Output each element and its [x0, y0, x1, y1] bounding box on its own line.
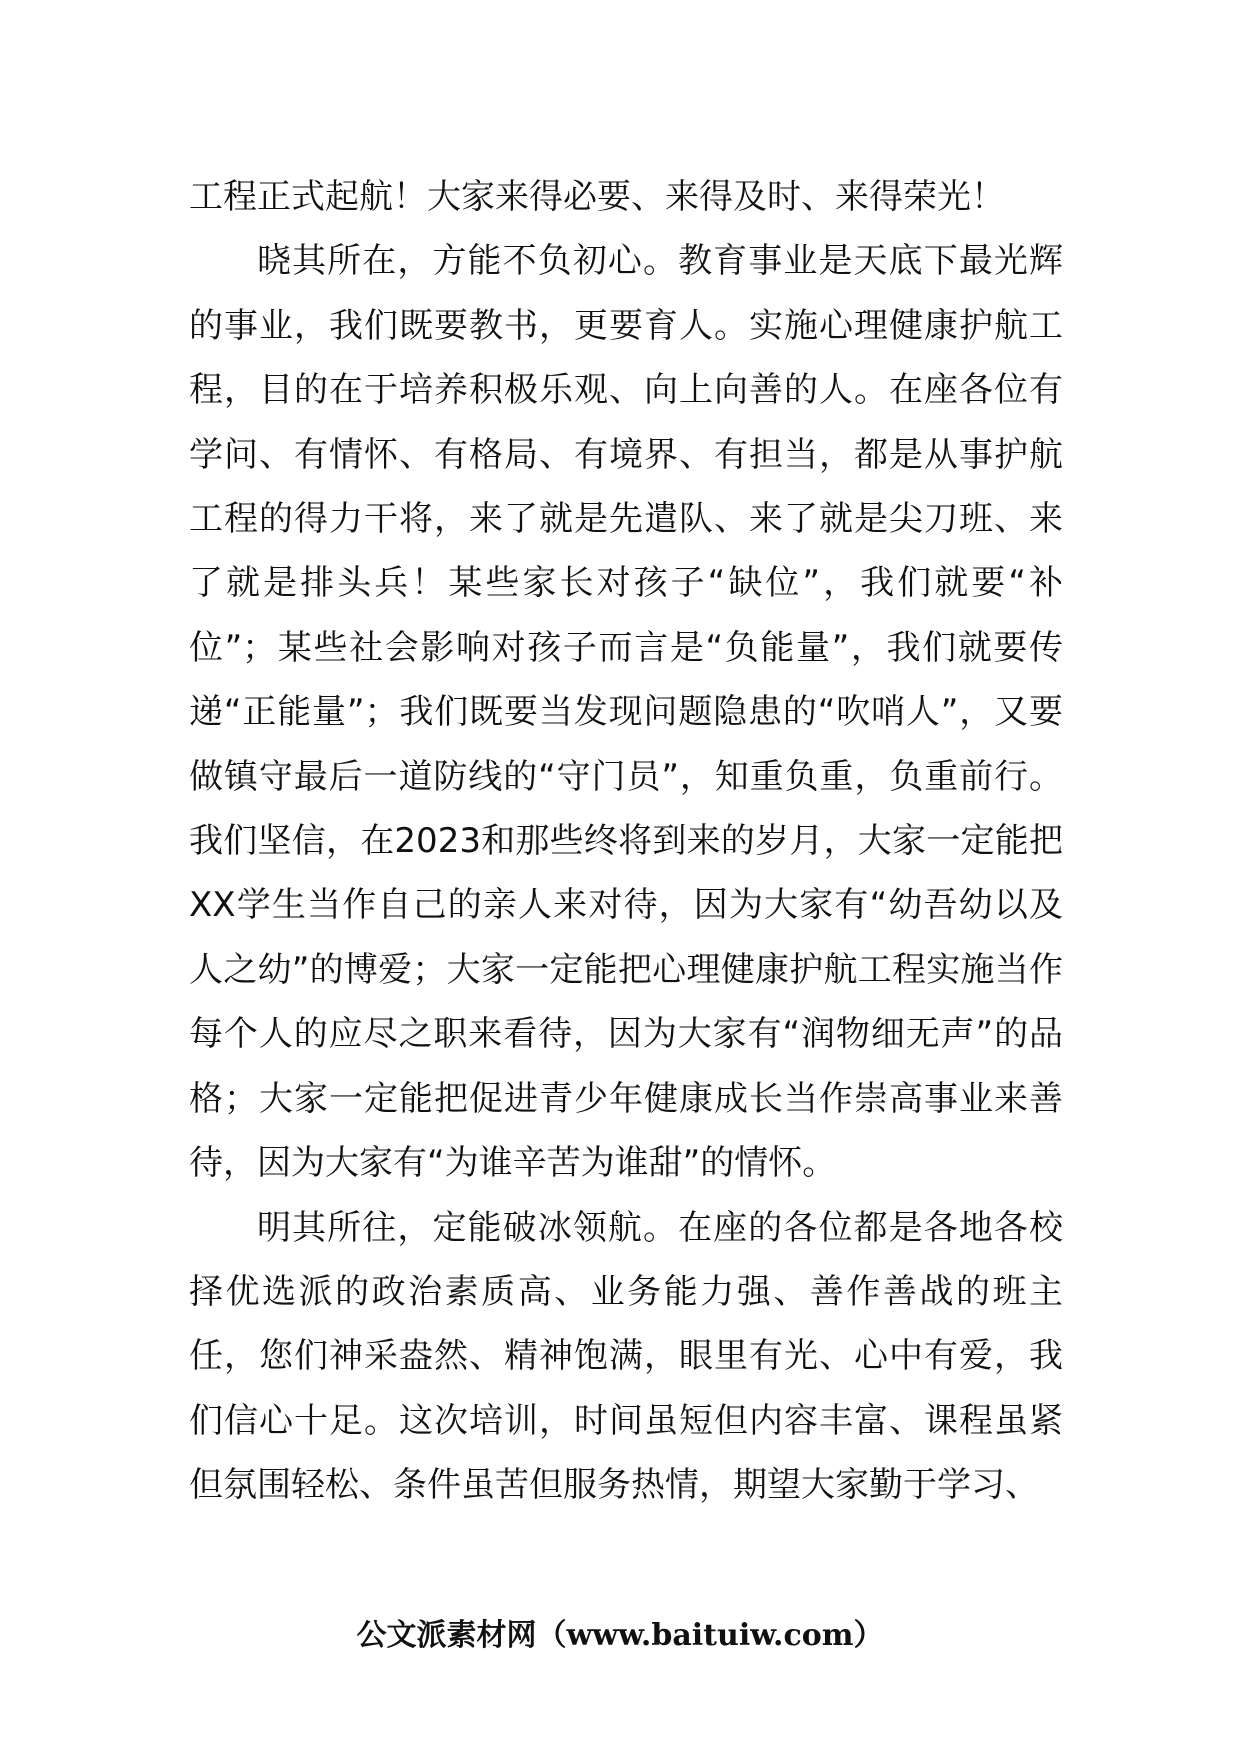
paragraph-continued: 工程正式起航！大家来得必要、来得及时、来得荣光！ — [189, 177, 1005, 217]
paragraph-mission: 晓其所在，方能不负初心。教育事业是天底下最光辉的事业，我们既要教书，更要育人。实施心理健康护航工程，目的在于培养积极乐观、向上向善的人。在座各位有学问、有情怀、有格局、有境界、有担当，都是从事护航工程的得力干将，来了就是先遣队、来了就是尖刀班、来了就是排头兵！某些家长对孩子“缺位”，我们就要“补位”；某些社会影响对孩子而言是“负能量”，我们就要传递“正能量”；我们既要当发现问题隐患的“吹哨人”，又要做镇守最后一道防线的“守门员”，知重负重，负重前行。我们坚信，在2023和那些终将到来的岁月，大家一定能把XX学生当作自己的亲人来对待，因为大家有“幼吾幼以及人之幼”的博爱；大家一定能把心理健康护航工程实施当作每个人的应尽之职来看待，因为大家有“润物细无声”的品格；大家一定能把促进青少年健康成长当作崇高事业来善待，因为大家有“为谁辛苦为谁甜”的情怀。 — [189, 241, 1063, 1184]
footer-watermark: 公文派素材网（www.baituiw.com） — [356, 1618, 884, 1653]
document-body — [189, 165, 1063, 1518]
paragraph-direction: 明其所往，定能破冰领航。在座的各位都是各地各校择优选派的政治素质高、业务能力强、善作善战的班主任，您们神采盎然、精神饱满，眼里有光、心中有爱，我们信心十足。这次培训，时间虽短但内容丰富、课程虽紧但氛围轻松、条件虽苦但服务热情，期望大家勤于学习、 — [189, 1207, 1063, 1506]
